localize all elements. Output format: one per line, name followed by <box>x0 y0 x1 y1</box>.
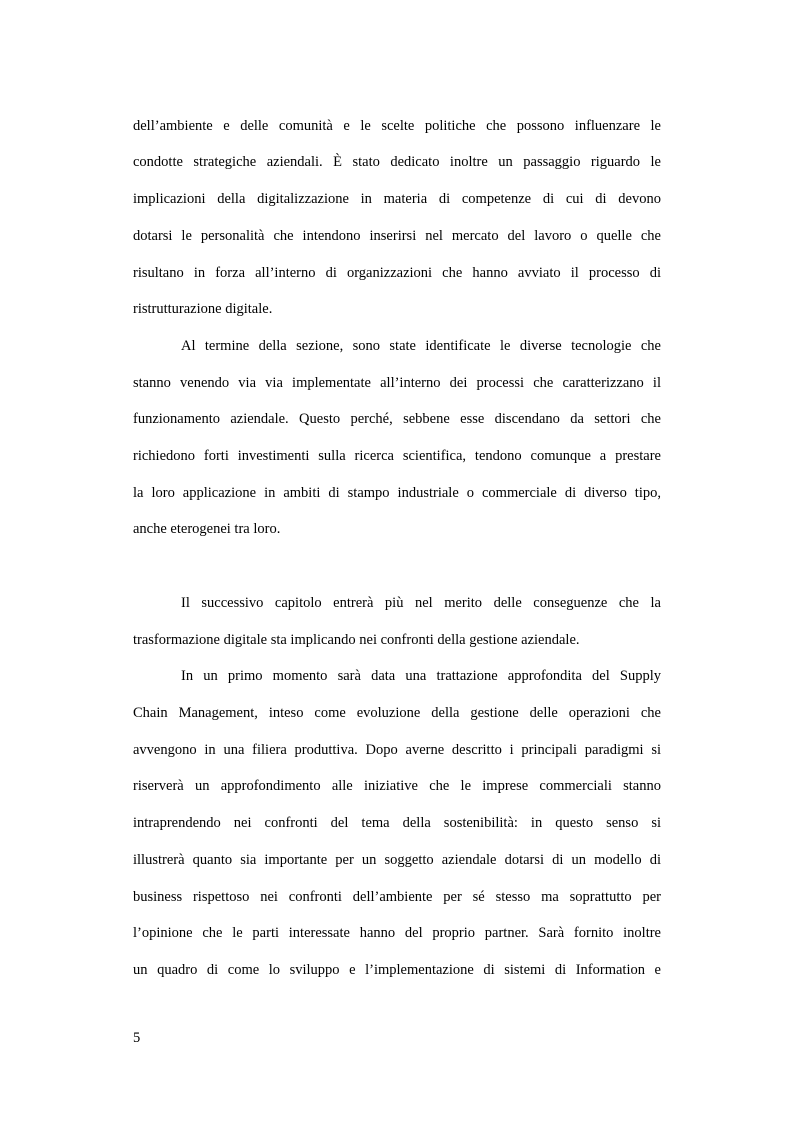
page-number: 5 <box>133 1030 141 1046</box>
text-line: avvengono in una filiera produttiva. Dopo averne descritto i principali paradigmi si <box>133 742 661 758</box>
text-line: anche eterogenei tra loro. <box>133 521 281 537</box>
text-line: dell’ambiente e delle comunità e le scelte politiche che possono influenzare le <box>133 118 661 134</box>
text-line: riserverà un approfondimento alle iniziative che le imprese commerciali stanno <box>133 778 661 794</box>
text-line: implicazioni della digitalizzazione in materia di competenze di cui di devono <box>133 191 661 207</box>
text-line: ristrutturazione digitale. <box>133 301 273 317</box>
text-line: stanno venendo via via implementate all’interno dei processi che caratterizzano il <box>133 375 661 391</box>
text-line: condotte strategiche aziendali. È stato dedicato inoltre un passaggio riguardo le <box>133 154 661 170</box>
text-line: funzionamento aziendale. Questo perché, sebbene esse discendano da settori che <box>133 411 661 427</box>
text-line: illustrerà quanto sia importante per un soggetto aziendale dotarsi di un modello di <box>133 852 661 868</box>
text-line: risultano in forza all’interno di organizzazioni che hanno avviato il processo di <box>133 265 661 281</box>
text-line: In un primo momento sarà data una trattazione approfondita del Supply <box>181 668 661 684</box>
text-line: richiedono forti investimenti sulla ricerca scientifica, tendono comunque a prestare <box>133 448 661 464</box>
text-line: Chain Management, inteso come evoluzione della gestione delle operazioni che <box>133 705 661 721</box>
text-line: l’opinione che le parti interessate hanno del proprio partner. Sarà fornito inoltre <box>133 925 661 941</box>
text-line: la loro applicazione in ambiti di stampo industriale o commerciale di diverso tipo, <box>133 485 661 501</box>
text-line: dotarsi le personalità che intendono inserirsi nel mercato del lavoro o quelle che <box>133 228 661 244</box>
text-line: intraprendendo nei confronti del tema della sostenibilità: in questo senso si <box>133 815 661 831</box>
text-line: trasformazione digitale sta implicando nei confronti della gestione aziendale. <box>133 632 580 648</box>
text-line: Il successivo capitolo entrerà più nel merito delle conseguenze che la <box>181 595 661 611</box>
text-line: Al termine della sezione, sono state identificate le diverse tecnologie che <box>181 338 661 354</box>
text-line: business rispettoso nei confronti dell’ambiente per sé stesso ma soprattutto per <box>133 889 661 905</box>
text-line: un quadro di come lo sviluppo e l’implementazione di sistemi di Information e <box>133 962 661 978</box>
